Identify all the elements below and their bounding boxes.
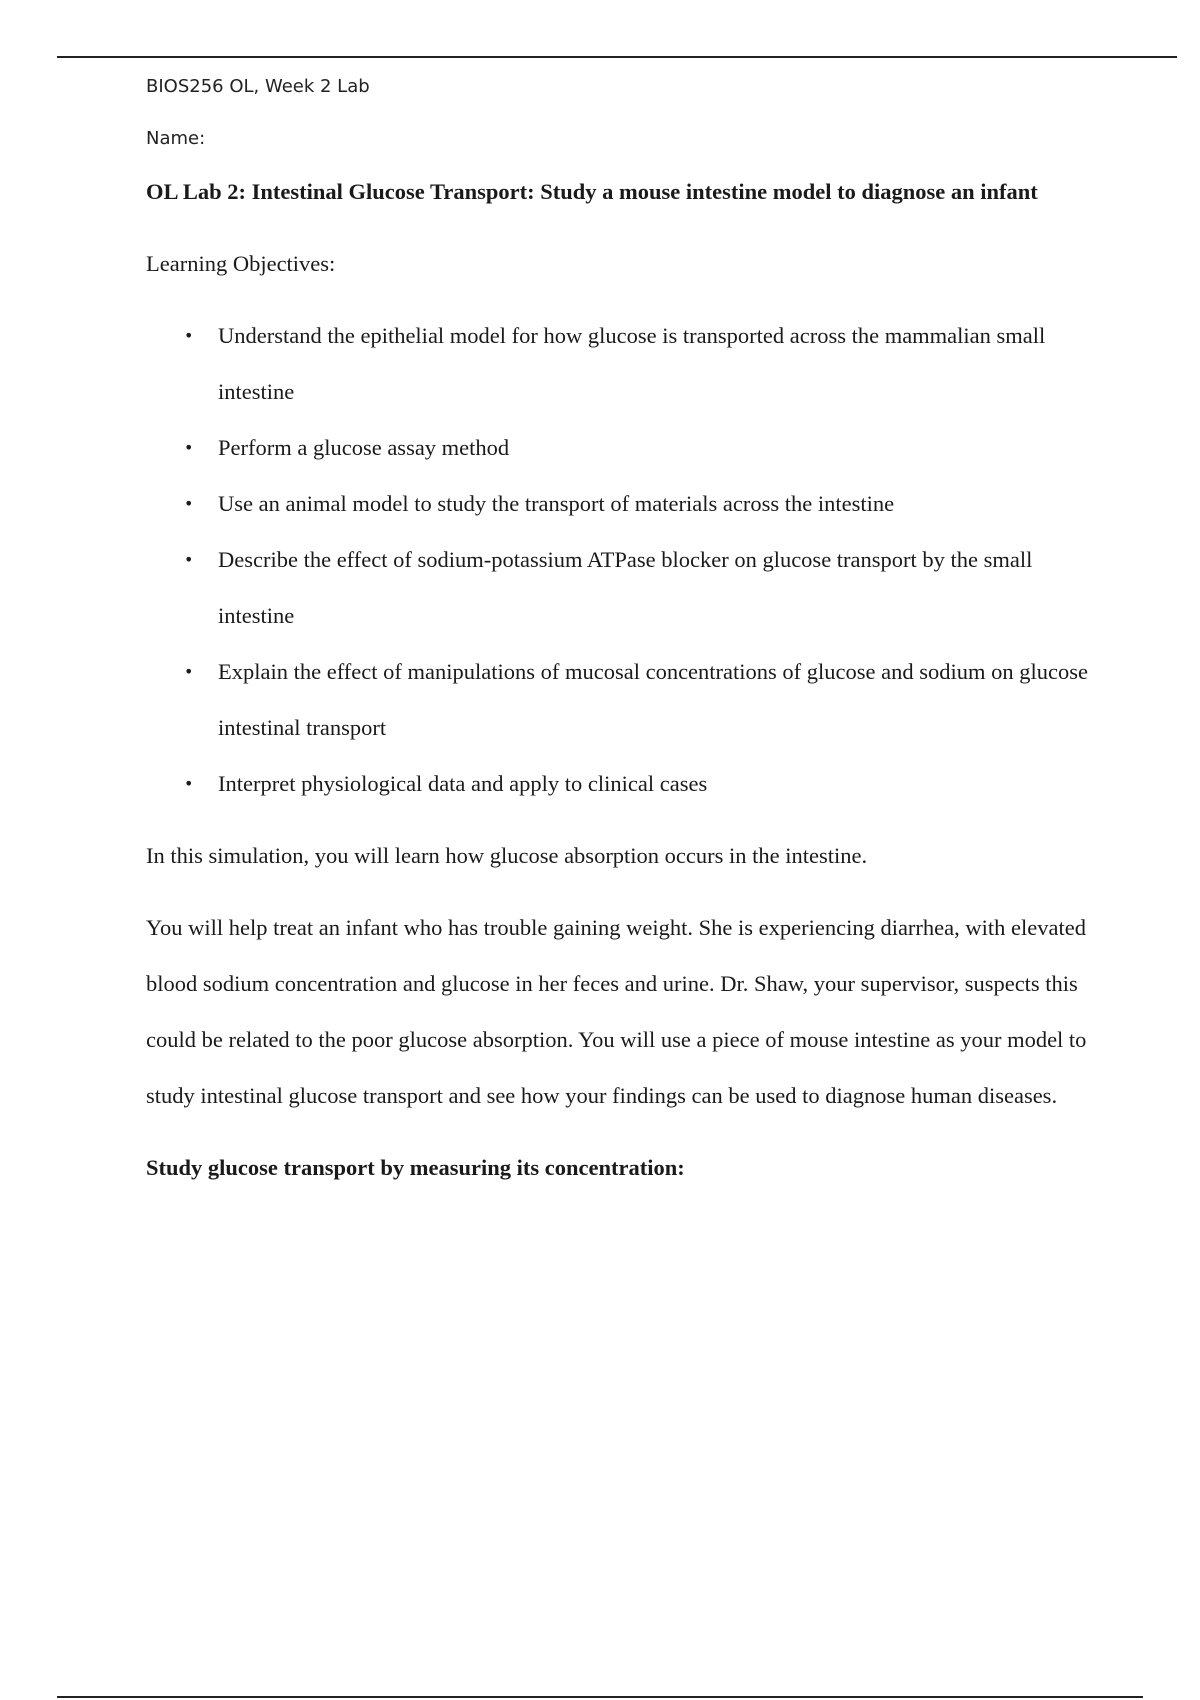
objective-text: Interpret physiological data and apply to clinical cases — [218, 771, 708, 796]
section-heading: Study glucose transport by measuring its concentration: — [146, 1155, 685, 1180]
bullet-icon: • — [184, 774, 194, 793]
objective-text: Perform a glucose assay method — [218, 435, 510, 460]
bullet-icon: • — [184, 326, 194, 345]
list-item — [184, 644, 1106, 756]
bullet-icon: • — [184, 494, 194, 513]
objectives-heading: Learning Objectives: — [146, 251, 336, 276]
objectives-list — [146, 308, 1106, 812]
intro-paragraph: In this simulation, you will learn how glucose absorption occurs in the intestine. — [146, 843, 868, 868]
bottom-rule — [57, 1696, 1143, 1698]
bullet-icon: • — [184, 438, 194, 457]
bullet-icon: • — [184, 662, 194, 681]
bullet-icon: • — [184, 550, 194, 569]
objective-text: Understand the epithelial model for how glucose is transported across the mammalian small intestine — [218, 323, 1046, 404]
list-item — [184, 476, 1106, 532]
list-item — [184, 308, 1106, 420]
course-header: BIOS256 OL, Week 2 Lab — [146, 76, 370, 97]
objective-text: Explain the effect of manipulations of mucosal concentrations of glucose and sodium on glucose intestinal transport — [218, 659, 1088, 740]
list-item — [184, 532, 1106, 644]
objective-text: Use an animal model to study the transport of materials across the intestine — [218, 491, 895, 516]
document-page — [146, 72, 1106, 1196]
case-paragraph: You will help treat an infant who has trouble gaining weight. She is experiencing diarrhea, with elevated blood sodium concentration and glucose in her feces and urine. Dr. Shaw, your supervisor, suspects this could be related to the poor glucose absorption. You will use a piece of mouse intestine as your model to study intestinal glucose transport and see how your findings can be used to diagnose human diseases. — [146, 915, 1087, 1108]
top-rule — [57, 56, 1177, 58]
document-title: OL Lab 2: Intestinal Glucose Transport: Study a mouse intestine model to diagnose an infant — [146, 179, 1038, 204]
list-item — [184, 756, 1106, 812]
list-item — [184, 420, 1106, 476]
name-label: Name: — [146, 128, 206, 149]
objective-text: Describe the effect of sodium-potassium ATPase blocker on glucose transport by the small intestine — [218, 547, 1033, 628]
